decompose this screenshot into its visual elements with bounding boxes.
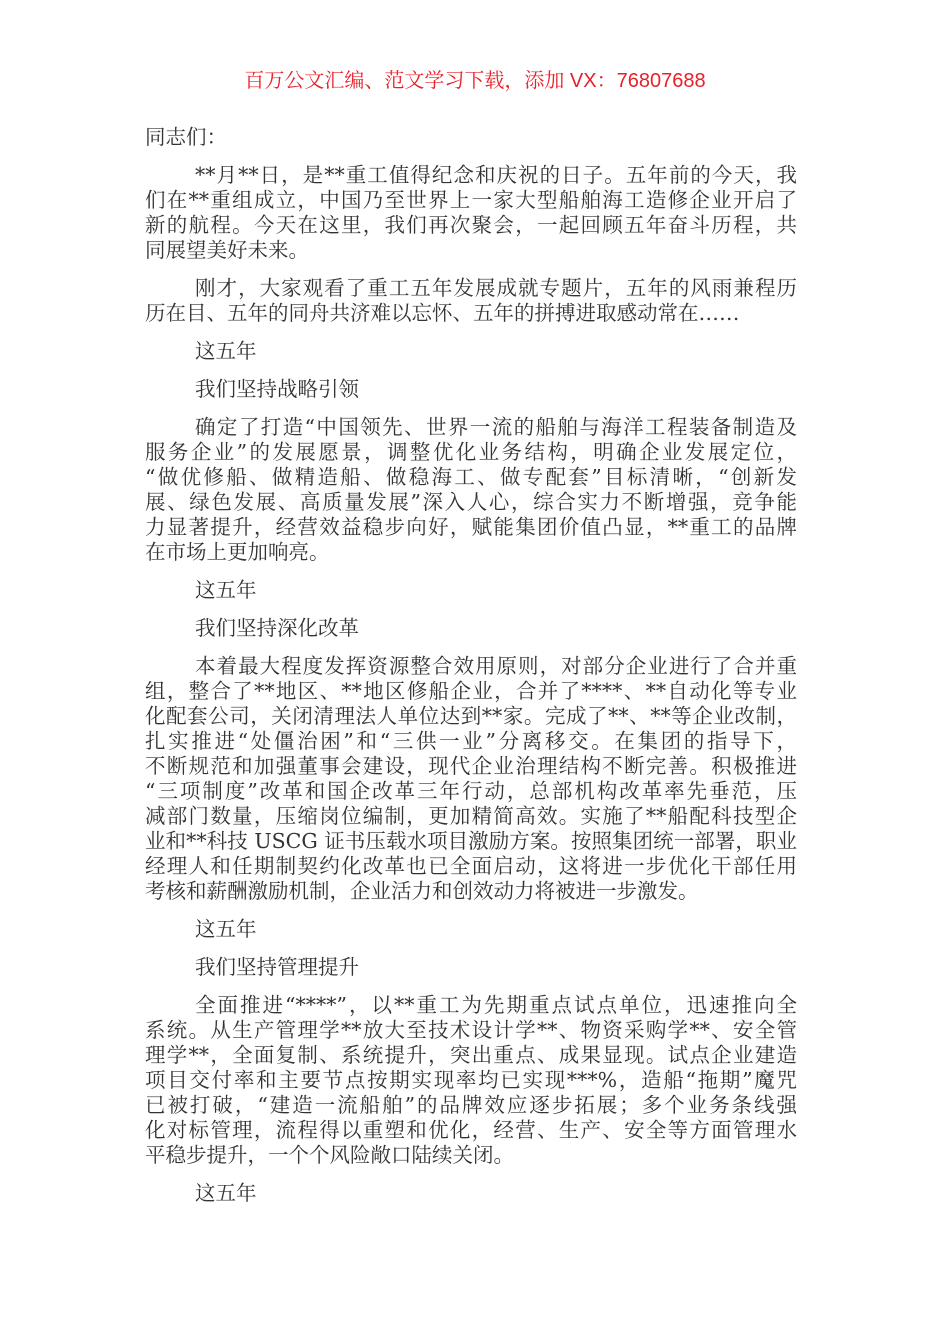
paragraph (145, 163, 797, 263)
paragraph (145, 415, 797, 565)
text-line: 全面推进“****”，以**重工为先期重点试点单位，迅速推向全 (195, 993, 797, 1017)
text-line: 这五年 (195, 1181, 257, 1205)
section-heading (145, 917, 797, 942)
text-line: 考核和薪酬激励机制，企业活力和创效动力将被进一步激发。 (145, 879, 699, 903)
text-line: 减部门数量，压缩岗位编制，更加精简高效。实施了**船配科技型企 (145, 804, 797, 828)
document-body (145, 125, 797, 1206)
section-heading (145, 616, 797, 641)
text-line: **月**日，是**重工值得纪念和庆祝的日子。五年前的今天，我 (195, 163, 797, 187)
text-line: 在市场上更加响亮。 (145, 540, 330, 564)
text-line: 组，整合了**地区、**地区修船企业，合并了****、**自动化等专业 (145, 679, 797, 703)
section-heading (145, 377, 797, 402)
text-line: 这五年 (195, 578, 257, 602)
text-line: 本着最大程度发挥资源整合效用原则，对部分企业进行了合并重 (195, 654, 797, 678)
text-line: 经理人和任期制契约化改革也已全面启动，这将进一步优化干部任用 (145, 854, 797, 878)
paragraph (145, 993, 797, 1168)
section-heading (145, 955, 797, 980)
text-line: 化对标管理，流程得以重塑和优化，经营、生产、安全等方面管理水 (145, 1118, 797, 1142)
text-line: 我们坚持管理提升 (195, 955, 359, 979)
text-line: 已被打破，“建造一流船舶”的品牌效应逐步拓展；多个业务条线强 (145, 1093, 797, 1117)
text-line: 历在目、五年的同舟共济难以忘怀、五年的拼搏进取感动常在…… (145, 301, 740, 325)
text-line: 不断规范和加强董事会建设，现代企业治理结构不断完善。积极推进 (145, 754, 797, 778)
text-line: “三项制度”改革和国企改革三年行动，总部机构改革率先垂范，压 (145, 779, 797, 803)
text-line: 新的航程。今天在这里，我们再次聚会，一起回顾五年奋斗历程，共 (145, 213, 797, 237)
text-line: 展、绿色发展、高质量发展”深入人心，综合实力不断增强，竞争能 (145, 490, 797, 514)
text-line: 项目交付率和主要节点按期实现率均已实现***%，造船“拖期”魔咒 (145, 1068, 797, 1092)
text-line: 系统。从生产管理学**放大至技术设计学**、物资采购学**、安全管 (145, 1018, 797, 1042)
text-line: 我们坚持深化改革 (195, 616, 359, 640)
text-line: 力显著提升，经营效益稳步向好，赋能集团价值凸显，**重工的品牌 (145, 515, 797, 539)
text-line: 业和**科技 USCG 证书压载水项目激励方案。按照集团统一部署，职业 (145, 829, 797, 853)
text-line: 扎实推进“处僵治困”和“三供一业”分离移交。在集团的指导下， (145, 729, 797, 753)
section-heading (145, 339, 797, 364)
text-line: 刚才，大家观看了重工五年发展成就专题片，五年的风雨兼程历 (195, 276, 797, 300)
greeting (145, 125, 797, 150)
text-line: 们在**重组成立，中国乃至世界上一家大型船舶海工造修企业开启了 (145, 188, 797, 212)
text-line: 确定了打造“中国领先、世界一流的船舶与海洋工程装备制造及 (195, 415, 797, 439)
watermark-header: 百万公文汇编、范文学习下载，添加 VX：76807688 (244, 70, 706, 92)
paragraph (145, 654, 797, 904)
section-heading (145, 578, 797, 603)
text-line: 这五年 (195, 339, 257, 363)
section-heading (145, 1181, 797, 1206)
text-line: 服务企业”的发展愿景，调整优化业务结构，明确企业发展定位， (145, 440, 797, 464)
text-line: 化配套公司，关闭清理法人单位达到**家。完成了**、**等企业改制， (145, 704, 797, 728)
text-line: 这五年 (195, 917, 257, 941)
text-line: 同展望美好未来。 (145, 238, 309, 262)
text-line: 平稳步提升，一个个风险敞口陆续关闭。 (145, 1143, 514, 1167)
paragraph (145, 276, 797, 326)
text-line: “做优修船、做精造船、做稳海工、做专配套”目标清晰，“创新发 (145, 465, 797, 489)
text-line: 理学**，全面复制、系统提升，突出重点、成果显现。试点企业建造 (145, 1043, 797, 1067)
text-line: 我们坚持战略引领 (195, 377, 359, 401)
greeting-line: 同志们： (145, 125, 227, 149)
